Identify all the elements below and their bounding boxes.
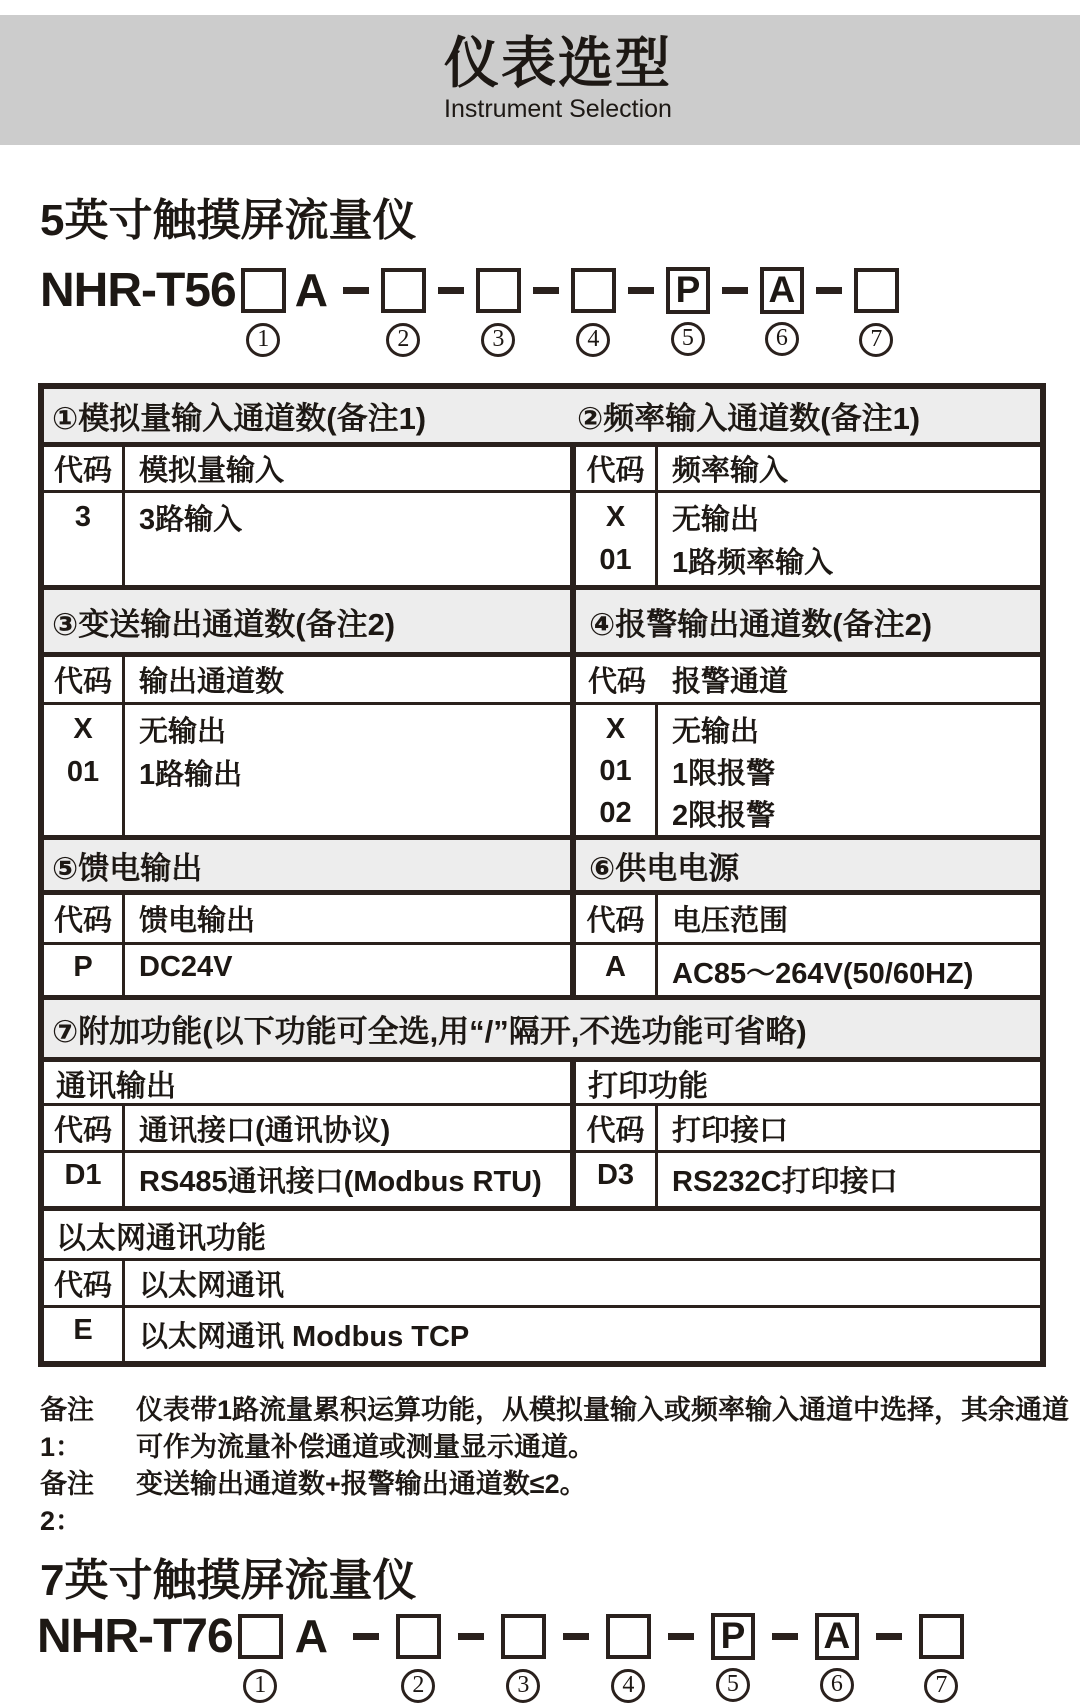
code-header-cell: 代码 <box>44 1106 125 1150</box>
column-header: 频率输入 <box>672 455 789 487</box>
description: DC24V <box>139 951 233 983</box>
descriptions <box>658 493 1040 585</box>
dash <box>772 1633 798 1640</box>
page-banner <box>0 15 1080 145</box>
code-value: 02 <box>599 797 632 830</box>
data-row-1-2 <box>44 493 1040 590</box>
code-value: D3 <box>576 1153 658 1206</box>
code-box-7 <box>854 268 899 313</box>
model-slot-2 <box>381 268 426 352</box>
banner-text-block <box>18 15 1080 123</box>
note1-line2: 可作为流量补偿通道或测量显示通道。 <box>136 1432 595 1462</box>
code-value: X <box>605 712 626 745</box>
model-slot-1 <box>241 268 286 352</box>
code-header-cell: 代码 <box>576 1106 658 1150</box>
code-box-4 <box>571 268 616 313</box>
code-box-3 <box>476 268 521 313</box>
code-box-5-P: P <box>711 1613 755 1660</box>
dash <box>628 287 654 294</box>
dash <box>353 1633 379 1640</box>
code-value: A <box>576 945 658 995</box>
code-value: X <box>73 713 93 745</box>
code-box-6-A: A <box>760 267 804 314</box>
code-value: 01 <box>599 544 632 576</box>
model-slot-1 <box>238 1614 283 1698</box>
section6-title: ⑥供电电源 <box>570 840 1040 890</box>
code-box-1 <box>238 1614 283 1659</box>
model-slot-5 <box>666 267 710 351</box>
description: 无输出 <box>672 504 760 536</box>
model-prefix: NHR-T56 <box>40 263 236 317</box>
model-slot-6 <box>760 267 804 351</box>
product-5inch-title: 5英寸触摸屏流量仪 <box>40 196 417 245</box>
section5-title: ⑤馈电输出 <box>52 850 203 886</box>
banner-subtitle: Instrument Selection <box>444 95 672 123</box>
section7-title: ⑦附加功能(以下功能可全选,用“/”隔开,不选功能可省略) <box>52 1014 807 1049</box>
product-7inch-title: 7英寸触摸屏流量仪 <box>40 1556 417 1605</box>
section-header-1-2 <box>44 389 1040 447</box>
code-box-4 <box>606 1614 651 1659</box>
code-value: D1 <box>44 1153 125 1206</box>
position-circle-1: 1 <box>243 1669 277 1703</box>
column-header: 报警通道 <box>672 666 789 698</box>
code-header-cell: 代码 <box>576 895 658 942</box>
position-circle-3: 3 <box>481 323 515 357</box>
description: 3路输入 <box>139 504 243 536</box>
code-box-1 <box>241 268 286 313</box>
section-header-3-4 <box>44 590 1040 657</box>
position-circle-3: 3 <box>506 1669 540 1703</box>
comm-output-title: 通讯输出 <box>56 1069 176 1103</box>
dash <box>722 287 748 294</box>
section2-title: ②频率输入通道数(备注1) <box>577 401 921 436</box>
description: 2限报警 <box>672 800 776 833</box>
code-values <box>576 705 658 835</box>
column-header: 馈电输出 <box>139 905 256 937</box>
code-value: 01 <box>599 754 632 787</box>
note2-text: 变送输出通道数+报警输出通道数≤2。 <box>136 1469 587 1499</box>
model-slot-3 <box>476 268 521 352</box>
code-box-5-P: P <box>666 267 710 314</box>
position-circle-7: 7 <box>924 1669 958 1703</box>
descriptions <box>658 705 1040 835</box>
position-circle-1: 1 <box>246 323 280 357</box>
code-header-row-ethernet <box>44 1261 1040 1308</box>
description: RS485通讯接口(Modbus RTU) <box>139 1166 542 1198</box>
dash <box>668 1633 694 1640</box>
data-row-3-4 <box>44 705 1040 840</box>
model-infix-letter: A <box>294 264 328 316</box>
descriptions <box>125 705 570 835</box>
dash <box>438 287 464 294</box>
code-box-2 <box>381 268 426 313</box>
dash <box>458 1633 484 1640</box>
code-header-cell: 代码 <box>587 666 646 698</box>
code-values <box>44 705 125 835</box>
data-row-ethernet <box>44 1308 1040 1361</box>
code-value: E <box>44 1308 125 1361</box>
model-slot-2 <box>396 1614 441 1698</box>
position-circle-5: 5 <box>671 322 705 356</box>
note1-label: 备注1： <box>40 1395 94 1462</box>
data-row-comm-print <box>44 1153 1040 1211</box>
dash <box>563 1633 589 1640</box>
code-value: 3 <box>74 501 92 533</box>
column-header: 电压范围 <box>672 905 789 937</box>
section-header-7 <box>44 1000 1040 1062</box>
description: 以太网通讯 Modbus TCP <box>139 1321 470 1353</box>
model-prefix: NHR-T76 <box>37 1609 233 1663</box>
column-header: 以太网通讯 <box>139 1269 285 1302</box>
ethernet-title: 以太网通讯功能 <box>56 1221 266 1255</box>
section1-title: ①模拟量输入通道数(备注1) <box>52 401 427 436</box>
description: 无输出 <box>139 716 227 748</box>
code-header-row-3-4 <box>44 657 1040 705</box>
note2-label: 备注2： <box>40 1469 94 1536</box>
model-code-line-7inch <box>37 1609 966 1698</box>
code-header-row-5-6 <box>44 895 1040 945</box>
description: RS232C打印接口 <box>672 1166 898 1198</box>
note1-text <box>136 1392 1069 1466</box>
dash <box>533 287 559 294</box>
code-value: X <box>605 501 626 533</box>
position-circle-2: 2 <box>386 323 420 357</box>
code-values <box>44 493 125 585</box>
code-header-cell: 代码 <box>44 895 125 942</box>
model-slot-5 <box>711 1613 755 1697</box>
notes-block <box>40 1392 1069 1540</box>
description: AC85～264V(50/60HZ) <box>672 958 974 990</box>
code-header-row-comm-print <box>44 1106 1040 1153</box>
model-slot-3 <box>501 1614 546 1698</box>
code-box-6-A: A <box>815 1613 859 1660</box>
note-2 <box>40 1466 1069 1540</box>
model-slot-7 <box>919 1614 964 1698</box>
section4-title: ④报警输出通道数(备注2) <box>570 590 1040 652</box>
selection-table <box>38 383 1046 1367</box>
model-slot-6 <box>815 1613 859 1697</box>
column-header: 输出通道数 <box>139 666 285 698</box>
description: 1限报警 <box>672 757 776 790</box>
model-code-line-5inch <box>40 263 901 352</box>
dash <box>876 1633 902 1640</box>
code-box-3 <box>501 1614 546 1659</box>
description: 1路输出 <box>139 759 243 791</box>
section3-title: ③变送输出通道数(备注2) <box>52 606 396 642</box>
code-box-7 <box>919 1614 964 1659</box>
dash <box>343 287 369 294</box>
subsection-header-comm-print <box>44 1062 1040 1106</box>
column-header: 通讯接口(通讯协议) <box>139 1114 391 1147</box>
code-header-row-1-2 <box>44 447 1040 493</box>
description: 1路频率输入 <box>672 547 834 579</box>
position-circle-5: 5 <box>716 1668 750 1702</box>
column-header: 打印接口 <box>672 1114 789 1147</box>
position-circle-4: 4 <box>576 323 610 357</box>
column-header: 模拟量输入 <box>139 455 285 487</box>
position-circle-6: 6 <box>765 322 799 356</box>
code-header-cell: 代码 <box>576 447 658 490</box>
model-infix-letter: A <box>294 1610 328 1662</box>
section-header-5-6 <box>44 840 1040 895</box>
model-slot-4 <box>571 268 616 352</box>
note-1 <box>40 1392 1069 1466</box>
descriptions <box>125 493 570 585</box>
print-function-title: 打印功能 <box>588 1069 708 1103</box>
code-header-cell: 代码 <box>44 447 125 490</box>
description: 无输出 <box>672 715 760 748</box>
position-circle-4: 4 <box>611 1669 645 1703</box>
code-values <box>576 493 658 585</box>
position-circle-7: 7 <box>859 323 893 357</box>
subsection-header-ethernet <box>44 1211 1040 1261</box>
code-header-cell: 代码 <box>44 1261 125 1305</box>
model-slot-7 <box>854 268 899 352</box>
code-value: P <box>44 945 125 995</box>
banner-title: 仪表选型 <box>443 32 672 94</box>
code-box-2 <box>396 1614 441 1659</box>
position-circle-6: 6 <box>820 1668 854 1702</box>
code-value: 01 <box>66 756 100 788</box>
data-row-5-6 <box>44 945 1040 1000</box>
dash <box>816 287 842 294</box>
position-circle-2: 2 <box>401 1669 435 1703</box>
code-header-cell: 代码 <box>44 657 125 702</box>
note1-line1: 仪表带1路流量累积运算功能，从模拟量输入或频率输入通道中选择，其余通道 <box>136 1395 1070 1425</box>
model-slot-4 <box>606 1614 651 1698</box>
